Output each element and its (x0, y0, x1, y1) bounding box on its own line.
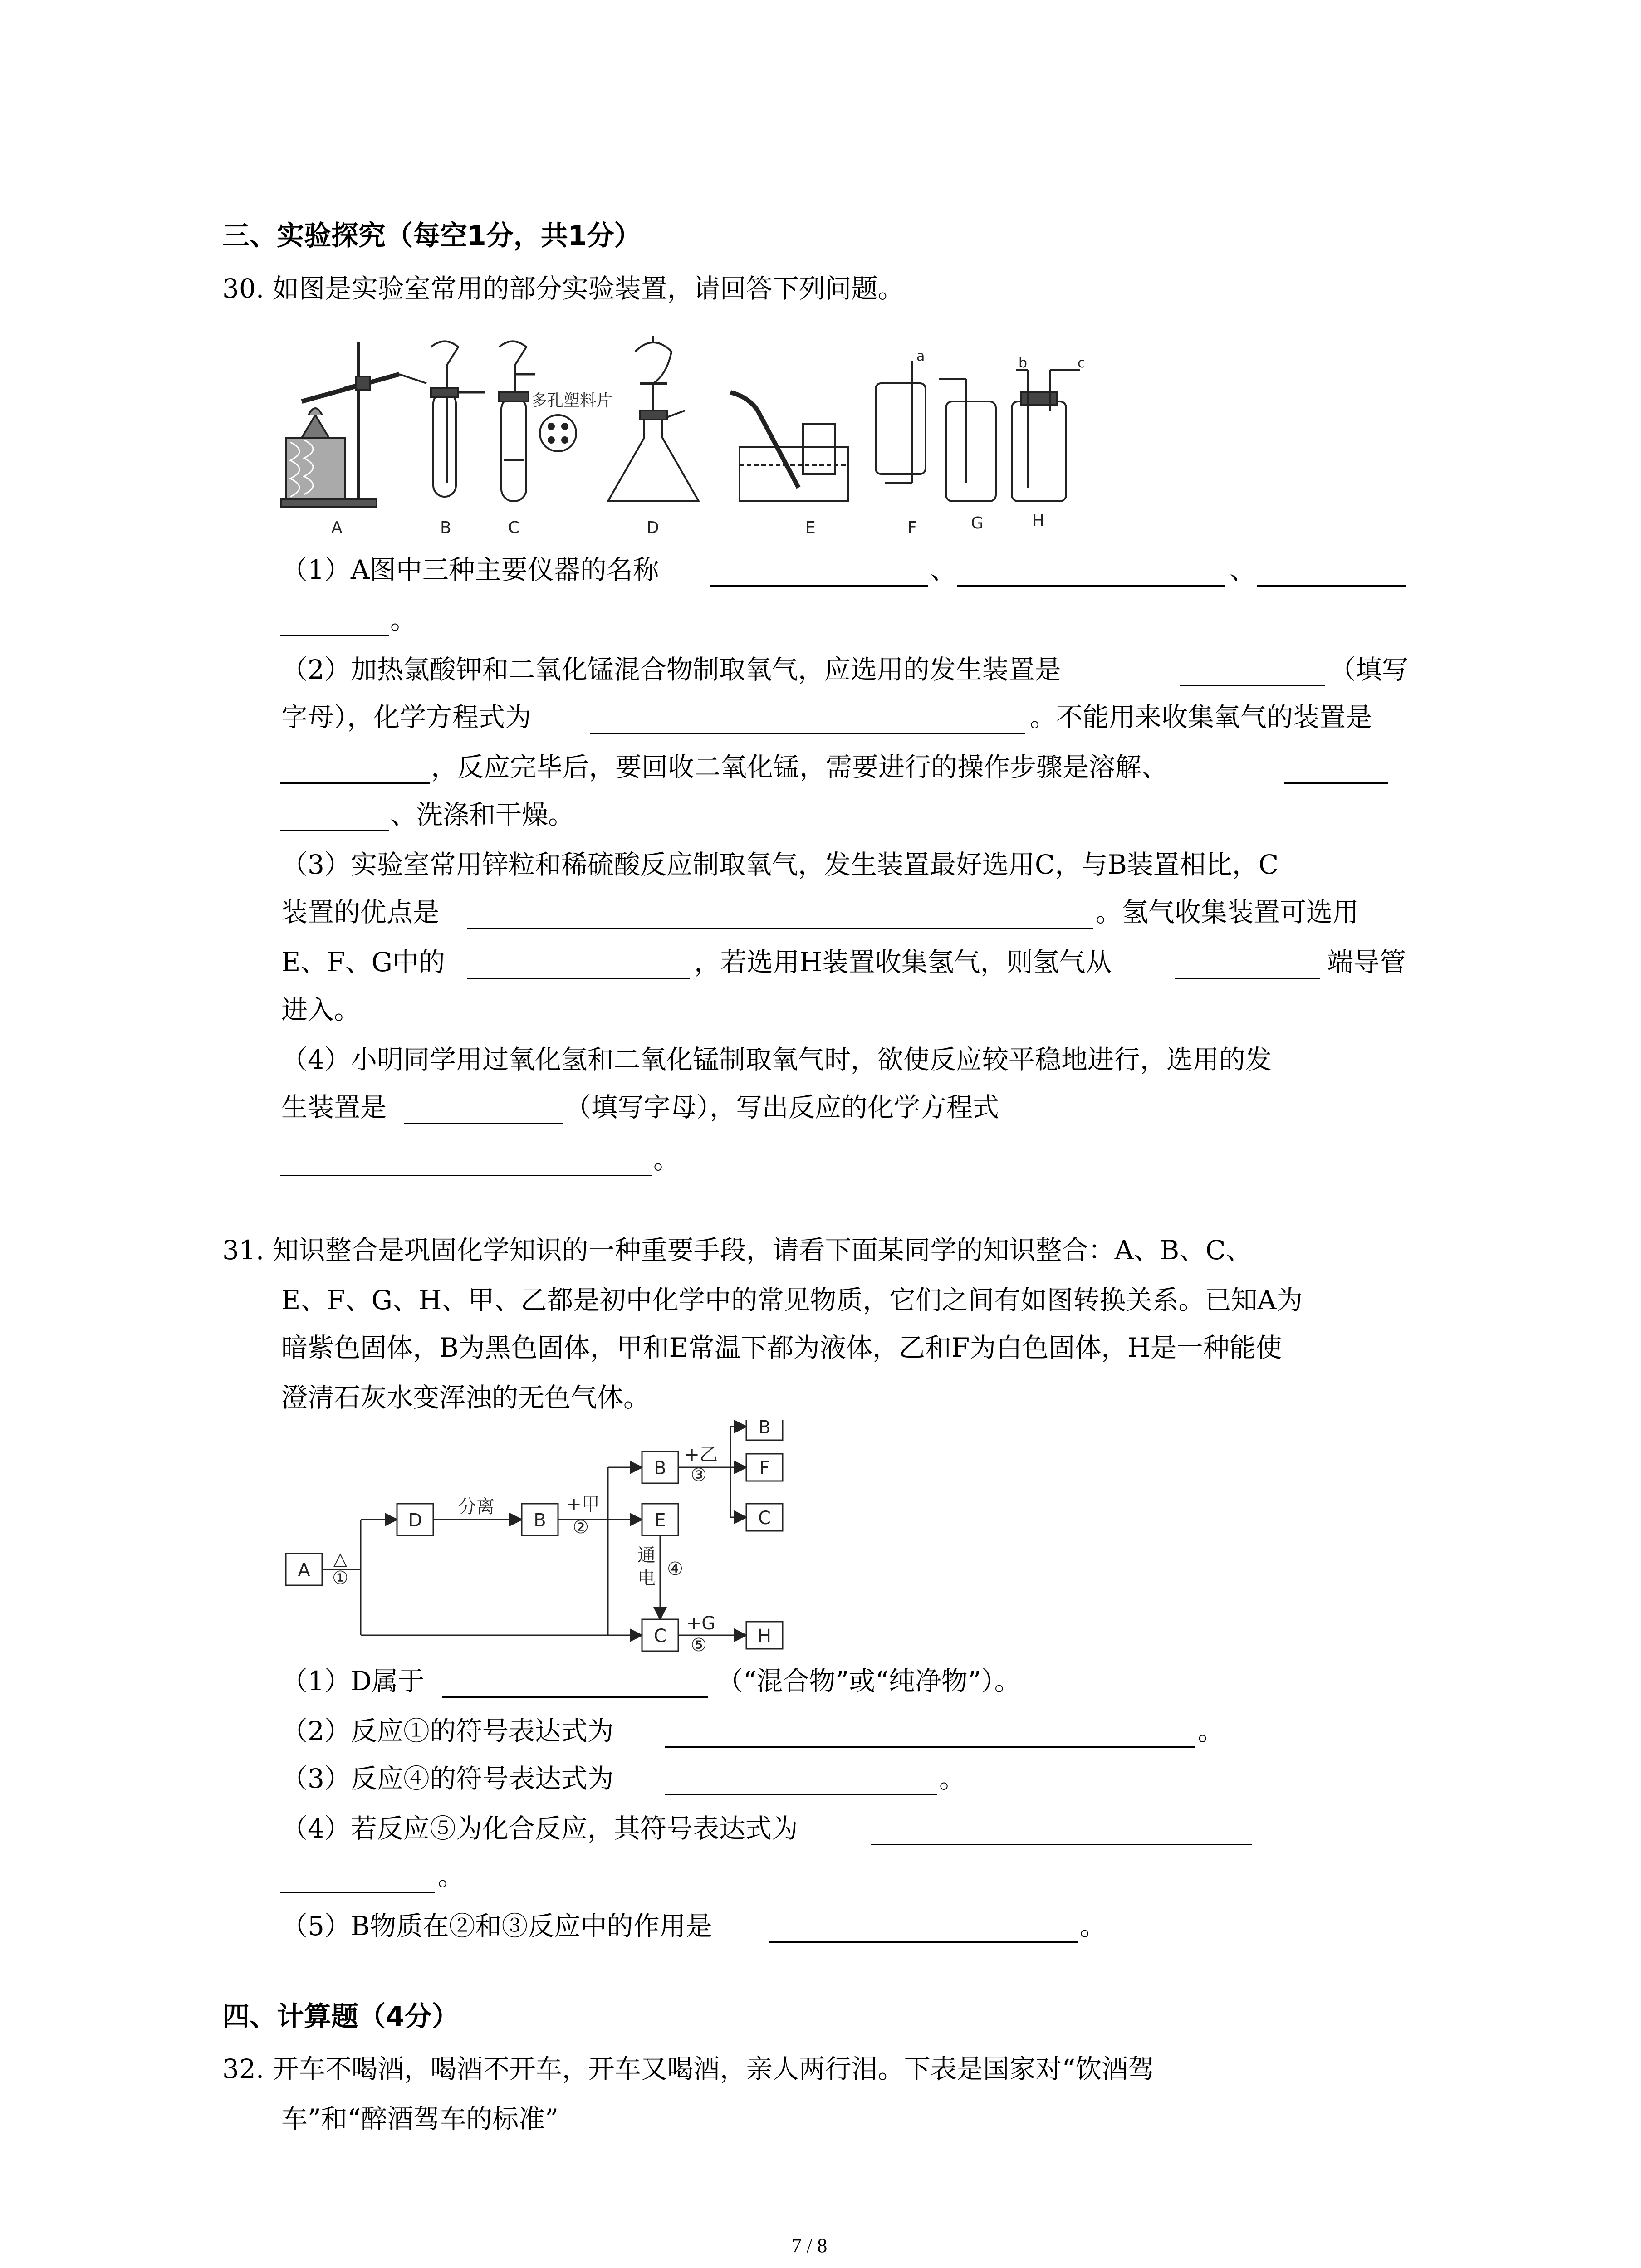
q30-p1-sep-2: 、 (1230, 554, 1256, 585)
tong-label: 通 (637, 1545, 656, 1566)
q30-p4-text-a: （4）小明同学用过氧化氢和二氧化锰制取氧气时，欲使反应较平稳地进行，选用的发 (281, 1044, 1272, 1075)
q30-p2-blank-equation[interactable] (590, 733, 1025, 734)
fig-label-d: D (647, 518, 659, 537)
q31-s5-text: （5）B物质在②和③反应中的作用是 (281, 1911, 712, 1941)
q31-s2-end: 。 (1198, 1716, 1225, 1746)
q31-s4-text: （4）若反应⑤为化合反应，其符号表达式为 (281, 1813, 798, 1844)
section-3-title: 三、实验探究（每空1分，共1分） (222, 220, 642, 252)
fig-label-c: C (508, 518, 520, 537)
node-c2-label: C (758, 1508, 771, 1529)
q30-p3-blank-advantage[interactable] (467, 928, 1093, 929)
q31-s1-text: （1）D属于 (281, 1666, 425, 1696)
q31-s3-end: 。 (939, 1763, 966, 1794)
apparatus-d (608, 336, 699, 501)
q31-s3-blank[interactable] (665, 1794, 937, 1795)
node-c1-label: C (654, 1626, 666, 1647)
q30-p2-text-b: （填写 (1329, 654, 1409, 685)
q30-apparatus-figure (277, 333, 1184, 538)
plus-jia-label: +甲 (566, 1494, 600, 1515)
node-a-label: A (298, 1560, 310, 1581)
page-number: 7 / 8 (792, 2234, 828, 2257)
apparatus-f (876, 361, 926, 483)
q30-p1-blank-2[interactable] (957, 585, 1225, 587)
q30-p3-blank-collect[interactable] (467, 978, 690, 979)
q30-p1-blank-3[interactable] (1257, 585, 1406, 587)
q30-p4-blank-equation[interactable] (280, 1175, 652, 1176)
q30-p1-text: （1）A图中三种主要仪器的名称 (281, 554, 659, 585)
q30-p3-text-e: ，若选用H装置收集氢气，则氢气从 (694, 947, 1112, 978)
q31-s4-blank[interactable] (871, 1844, 1252, 1845)
q31-s1-hint: （“混合物”或“纯净物”）。 (717, 1666, 1021, 1696)
q30-stem: 30. 如图是实验室常用的部分实验装置，请回答下列问题。 (222, 273, 904, 304)
q31-stem-line-1: 31. 知识整合是巩固化学知识的一种重要手段，请看下面某同学的知识整合：A、B、C、 (222, 1235, 1252, 1266)
fig-label-e: E (805, 518, 816, 537)
fig-label-g: G (971, 514, 984, 533)
node-h-label: H (757, 1626, 772, 1647)
r5-label: ⑤ (691, 1635, 707, 1656)
q31-s4-end: 。 (438, 1861, 465, 1892)
r1-label: ① (332, 1568, 348, 1589)
fig-label-h: H (1032, 512, 1045, 530)
q30-p2-blank-step-cont[interactable] (280, 830, 389, 831)
r3-label: ③ (691, 1465, 707, 1486)
q30-p1-blank-1[interactable] (710, 585, 928, 587)
q30-p3-text-g: 进入。 (281, 994, 361, 1025)
plus-yi-label: +乙 (684, 1444, 718, 1465)
node-b2-label: B (654, 1458, 666, 1479)
fig-label-b: B (440, 518, 451, 537)
apparatus-c (499, 342, 576, 502)
q30-p3-text-c: 。氢气收集装置可选用 (1096, 897, 1359, 928)
r2-label: ② (573, 1517, 589, 1538)
q30-p4-text-c: （填写字母），写出反应的化学方程式 (565, 1092, 999, 1123)
q31-s2-blank[interactable] (665, 1746, 1195, 1748)
q31-flow-diagram (277, 1420, 798, 1674)
q30-p2-text-e: ，反应完毕后，要回收二氧化锰，需要进行的操作步骤是溶解、 (431, 752, 1168, 782)
q31-stem-line-2: E、F、G、H、甲、乙都是初中化学中的常见物质，它们之间有如图转换关系。已知A为 (281, 1285, 1303, 1315)
node-d-label: D (408, 1510, 422, 1531)
apparatus-g (939, 379, 996, 501)
q31-stem-line-3: 暗紫色固体，B为黑色固体，甲和E常温下都为液体，乙和F为白色固体，H是一种能使 (281, 1332, 1282, 1363)
separate-label: 分离 (458, 1496, 495, 1517)
section-4-title: 四、计算题（4分） (222, 2001, 459, 2033)
q31-s1-blank[interactable] (442, 1696, 708, 1698)
q30-p2-text-c: 字母），化学方程式为 (281, 702, 532, 733)
q31-s5-end: 。 (1080, 1911, 1107, 1941)
q30-p4-end: 。 (653, 1144, 680, 1175)
fig-label-f: F (907, 518, 917, 537)
node-b1-label: B (534, 1510, 546, 1531)
q31-s3-text: （3）反应④的符号表达式为 (281, 1763, 614, 1794)
q30-p1-sep-1: 、 (930, 554, 957, 585)
q30-p2-blank-step[interactable] (1284, 782, 1388, 784)
q30-p3-text-d: E、F、G中的 (281, 947, 445, 978)
q31-stem-line-4: 澄清石灰水变浑浊的无色气体。 (281, 1382, 650, 1413)
q30-p2-text-f: 、洗涤和干燥。 (390, 799, 575, 830)
q30-p3-text-f: 端导管 (1327, 947, 1406, 978)
node-f-label: F (759, 1458, 770, 1479)
q32-line-2: 车”和“醉酒驾车的标准” (281, 2103, 558, 2134)
q30-p3-text-b: 装置的优点是 (281, 897, 440, 928)
apparatus-e (730, 392, 848, 501)
q30-p1-end: 。 (390, 604, 417, 635)
q30-p2-text-a: （2）加热氯酸钾和二氧化锰混合物制取氧气，应选用的发生装置是 (281, 654, 1061, 685)
q30-p1-blank-3-cont[interactable] (280, 635, 389, 636)
q30-p4-text-b: 生装置是 (281, 1092, 387, 1123)
q30-p3-blank-port[interactable] (1175, 978, 1320, 979)
apparatus-a (281, 342, 426, 507)
q30-p4-blank-device[interactable] (404, 1123, 563, 1124)
q30-p2-text-d: 。不能用来收集氧气的装置是 (1030, 702, 1372, 733)
q31-s5-blank[interactable] (769, 1941, 1078, 1943)
fig-label-c-port: c (1078, 355, 1085, 371)
node-b3-label: B (758, 1420, 771, 1438)
q30-p2-blank-collect[interactable] (280, 782, 430, 784)
plus-g-label: +G (686, 1613, 716, 1634)
q31-s2-text: （2）反应①的符号表达式为 (281, 1716, 614, 1746)
fig-label-a: A (331, 518, 343, 537)
apparatus-h (1012, 370, 1080, 501)
r4-label: ④ (667, 1559, 683, 1579)
node-e-label: E (654, 1510, 666, 1531)
q30-p2-blank-device[interactable] (1180, 685, 1325, 686)
fig-label-b-port: b (1019, 355, 1028, 371)
heat-label: △ (333, 1549, 348, 1569)
q31-s4-blank-cont[interactable] (280, 1892, 435, 1893)
q30-p3-text-a: （3）实验室常用锌粒和稀硫酸反应制取氧气，发生装置最好选用C，与B装置相比，C (281, 849, 1279, 880)
fig-label-a-port: a (916, 348, 925, 364)
q32-line-1: 32. 开车不喝酒，喝酒不开车，开车又喝酒，亲人两行泪。下表是国家对“饮酒驾 (222, 2053, 1155, 2084)
porous-plate-label: 多孔塑料片 (531, 391, 613, 410)
dian-label: 电 (637, 1568, 656, 1589)
apparatus-b (431, 342, 485, 497)
